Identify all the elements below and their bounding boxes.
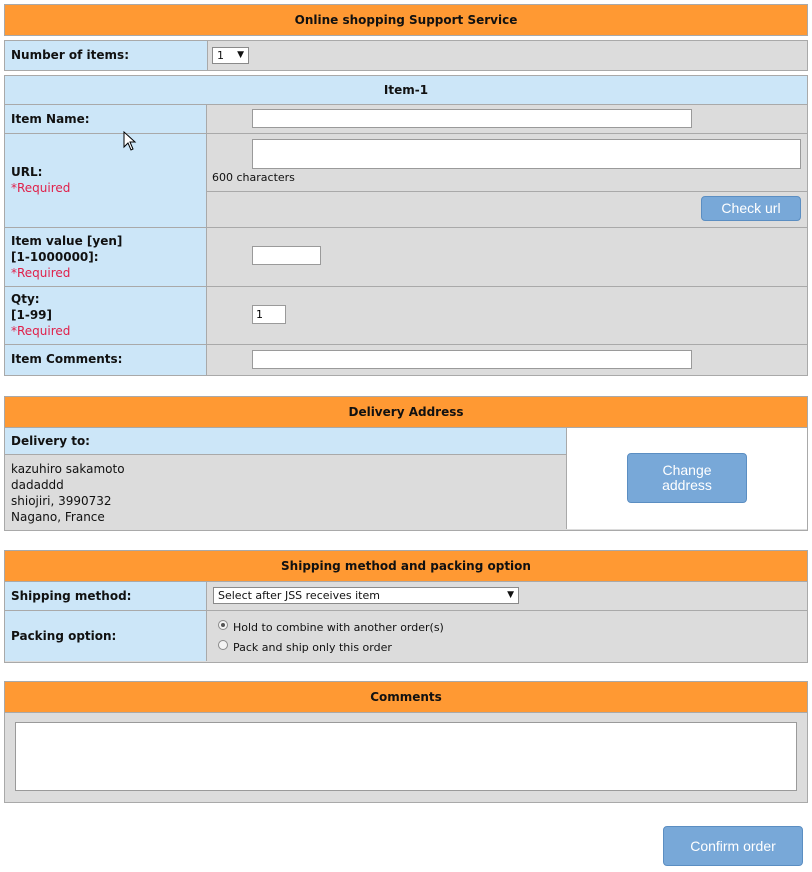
item-section — [4, 75, 808, 376]
hold-combine-label[interactable]: Hold to combine with another order(s) — [233, 621, 444, 634]
delivery-title: Delivery Address — [348, 405, 464, 419]
qty-range: [1-99] — [11, 308, 52, 322]
shipping-method-label: Shipping method: — [5, 582, 207, 610]
page-header — [4, 4, 808, 36]
delivery-address: kazuhiro sakamoto dadaddd shiojiri, 3990732 Nagano, France — [11, 462, 125, 524]
change-address-button[interactable]: Change address — [627, 453, 747, 503]
items-count-select[interactable]: 1 ▼ — [212, 47, 249, 64]
shipping-title: Shipping method and packing option — [281, 559, 531, 573]
items-count-row — [4, 40, 808, 71]
check-url-button[interactable]: Check url — [701, 196, 801, 221]
qty-input[interactable] — [252, 305, 286, 324]
url-required: *Required — [11, 181, 71, 195]
qty-required: *Required — [11, 324, 71, 338]
item-name-label: Item Name: — [5, 105, 207, 133]
item-value-label-cell — [5, 228, 207, 286]
comments-title: Comments — [370, 690, 442, 704]
comments-header — [4, 681, 808, 713]
pack-ship-radio[interactable] — [218, 640, 228, 650]
delivery-to-label: Delivery to: — [5, 428, 566, 455]
url-textarea[interactable] — [252, 139, 801, 169]
shipping-header — [4, 550, 808, 582]
url-label: URL: — [11, 165, 43, 179]
delivery-section — [4, 428, 808, 531]
item-name-input[interactable] — [252, 109, 692, 128]
item-comments-input[interactable] — [252, 350, 692, 369]
qty-label-cell — [5, 287, 207, 344]
hold-combine-radio[interactable] — [218, 620, 228, 630]
chevron-down-icon: ▼ — [507, 590, 514, 600]
mouse-cursor-icon — [123, 131, 137, 151]
url-label-cell — [5, 134, 207, 227]
qty-label: Qty: — [11, 292, 40, 306]
url-char-hint: 600 characters — [212, 171, 295, 184]
delivery-header — [4, 396, 808, 428]
item-value-input[interactable] — [252, 246, 321, 265]
item-value-required: *Required — [11, 266, 71, 280]
comments-textarea[interactable] — [15, 722, 797, 791]
confirm-order-button[interactable]: Confirm order — [663, 826, 803, 866]
item-value-label: Item value [yen] — [11, 234, 123, 248]
page-title: Online shopping Support Service — [294, 13, 518, 27]
items-count-label: Number of items: — [5, 41, 208, 70]
packing-option-label: Packing option: — [5, 611, 207, 661]
item-title: Item-1 — [5, 76, 807, 104]
shipping-section — [4, 582, 808, 663]
comments-section — [4, 713, 808, 803]
pack-ship-label[interactable]: Pack and ship only this order — [233, 641, 392, 654]
shipping-method-select[interactable]: Select after JSS receives item ▼ — [213, 587, 519, 604]
chevron-down-icon: ▼ — [237, 50, 244, 60]
change-address-cell — [566, 428, 807, 529]
item-comments-label: Item Comments: — [5, 345, 207, 375]
item-value-range: [1-1000000]: — [11, 250, 99, 264]
